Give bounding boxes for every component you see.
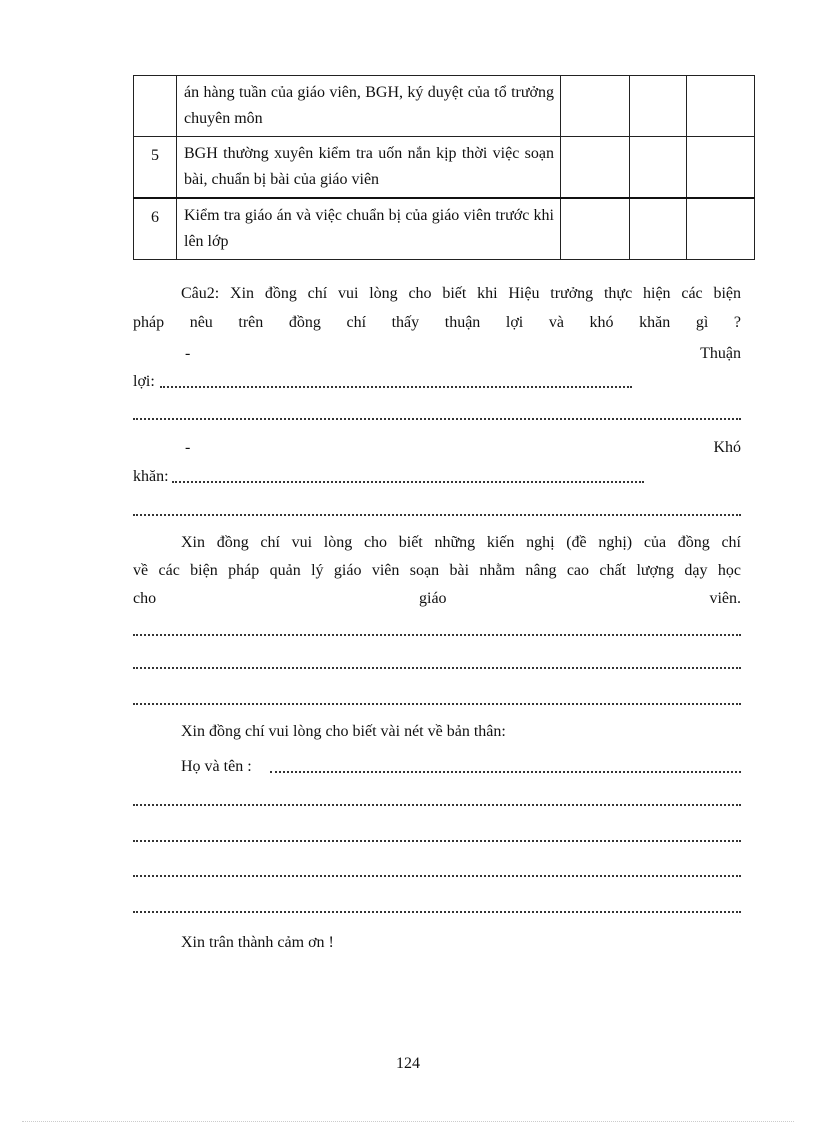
- difficulty-answer-line[interactable]: [172, 475, 644, 483]
- personal-answer-line[interactable]: [133, 798, 741, 806]
- recommendation-line1: Xin đồng chí vui lòng cho biết những kiến nghị (đề nghị) của đồng chí: [181, 534, 741, 551]
- question2-line1: Câu2: Xin đồng chí vui lòng cho biết khi Hiệu trưởng thực hiện các biện: [181, 285, 741, 302]
- row-content: Kiểm tra giáo án và việc chuẩn bị của giáo viên trước khi lên lớp: [177, 198, 561, 260]
- question2-line2: pháp nêu trên đồng chí thấy thuận lợi và khó khăn gì ?: [133, 314, 741, 331]
- personal-answer-line[interactable]: [133, 905, 741, 913]
- rating-cell[interactable]: [630, 198, 687, 260]
- rating-cell[interactable]: [630, 137, 687, 199]
- name-label: Họ và tên :: [181, 758, 252, 775]
- rating-cell[interactable]: [687, 76, 755, 137]
- row-number: 6: [134, 198, 177, 260]
- advantage-answer-line[interactable]: [133, 412, 741, 420]
- row-content: BGH thường xuyên kiểm tra uốn nắn kịp thời việc soạn bài, chuẩn bị bài của giáo viên: [177, 137, 561, 199]
- personal-answer-line[interactable]: [133, 834, 741, 842]
- recommendation-answer-line[interactable]: [133, 628, 741, 636]
- rating-cell[interactable]: [561, 76, 630, 137]
- personal-answer-line[interactable]: [133, 869, 741, 877]
- advantage-answer-line[interactable]: [160, 380, 632, 388]
- row-number: 5: [134, 137, 177, 199]
- personal-intro: Xin đồng chí vui lòng cho biết vài nét về bản thân:: [181, 723, 506, 740]
- recommendation-line3: cho giáo viên.: [133, 590, 741, 607]
- row-content: án hàng tuần của giáo viên, BGH, ký duyệt của tổ trưởng chuyên môn: [177, 76, 561, 137]
- recommendation-answer-line[interactable]: [133, 661, 741, 669]
- table-row: [134, 137, 755, 199]
- closing-thanks: Xin trân thành cảm ơn !: [181, 934, 334, 951]
- advantage-label: lợi:: [133, 373, 155, 390]
- difficulty-label: khăn:: [133, 468, 169, 485]
- rating-cell[interactable]: [630, 76, 687, 137]
- rating-cell[interactable]: [561, 198, 630, 260]
- rating-cell[interactable]: [687, 198, 755, 260]
- rating-cell[interactable]: [687, 137, 755, 199]
- rating-cell[interactable]: [561, 137, 630, 199]
- recommendation-answer-line[interactable]: [133, 697, 741, 705]
- page-edge-rule: [22, 1121, 794, 1122]
- survey-table: [133, 75, 755, 260]
- row-number: [134, 76, 177, 137]
- table-row: [134, 198, 755, 260]
- name-answer-line[interactable]: [270, 765, 741, 773]
- difficulty-heading: - Khó: [185, 439, 741, 456]
- table-row: [134, 76, 755, 137]
- advantage-heading: - Thuận: [185, 345, 741, 362]
- page-number: 124: [396, 1055, 420, 1072]
- recommendation-line2: về các biện pháp quản lý giáo viên soạn bài nhằm nâng cao chất lượng dạy học: [133, 562, 741, 579]
- difficulty-answer-line[interactable]: [133, 508, 741, 516]
